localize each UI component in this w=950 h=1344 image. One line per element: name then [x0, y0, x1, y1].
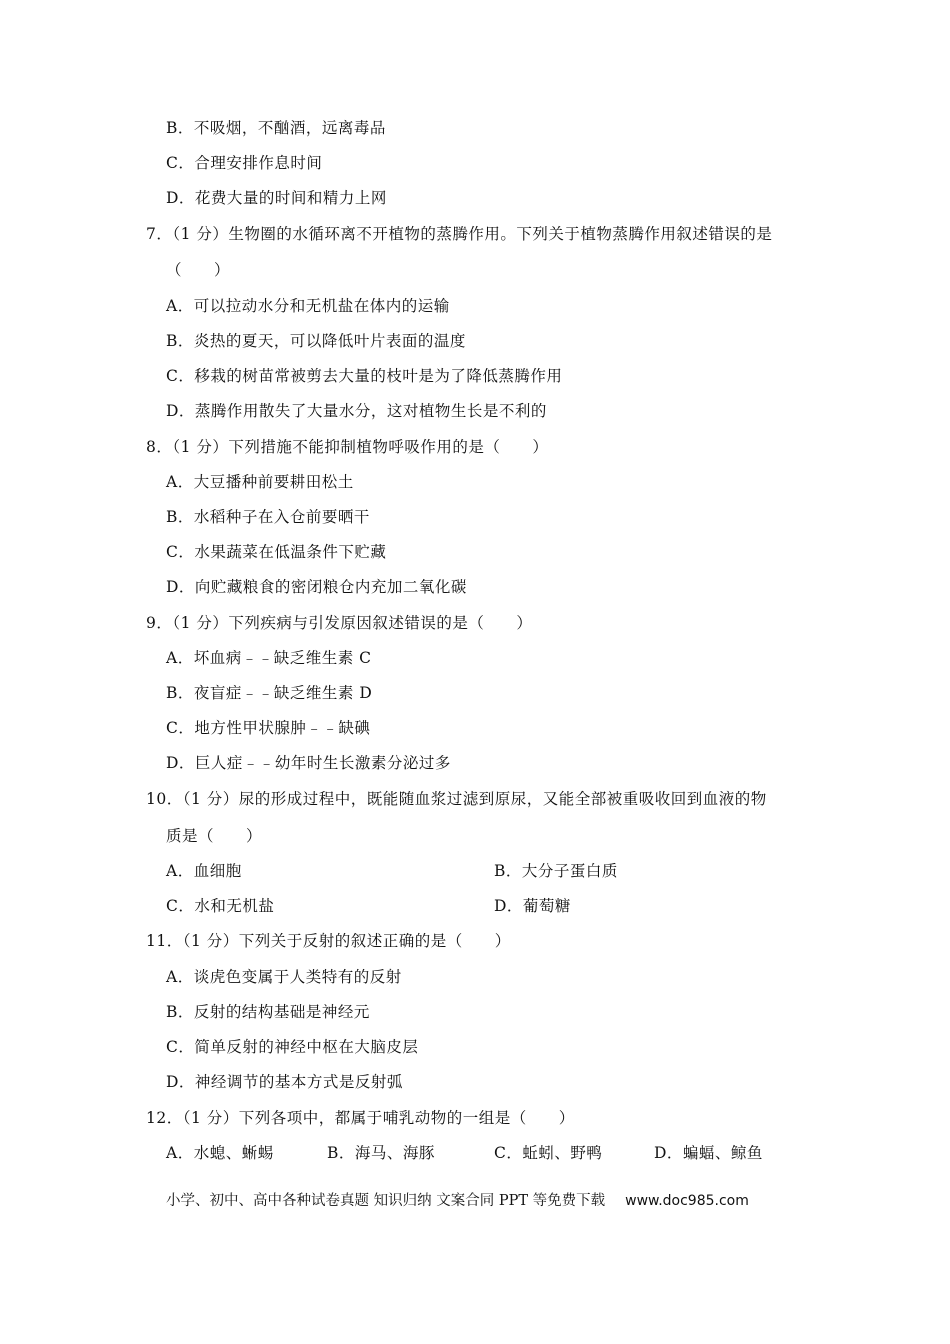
q11-option-a: A．谈虎色变属于人类特有的反射 — [166, 968, 402, 986]
q9-stem: 9．（1 分）下列疾病与引发原因叙述错误的是（ ） — [146, 614, 533, 632]
q11-option-b: B．反射的结构基础是神经元 — [166, 1003, 370, 1021]
footer-url-link[interactable]: www.doc985.com — [625, 1193, 749, 1209]
q9-option-c: C．地方性甲状腺肿﹣﹣缺碘 — [166, 719, 371, 737]
q8-stem: 8．（1 分）下列措施不能抑制植物呼吸作用的是（ ） — [146, 438, 549, 456]
q8-option-c: C．水果蔬菜在低温条件下贮藏 — [166, 543, 387, 561]
q10-option-b: B．大分子蛋白质 — [494, 862, 618, 880]
q11-option-c: C．简单反射的神经中枢在大脑皮层 — [166, 1038, 419, 1056]
q9-option-a: A．坏血病﹣﹣缺乏维生素 C — [166, 649, 372, 667]
q12-option-d: D．蝙蝠、鲸鱼 — [654, 1144, 763, 1162]
q6-option-c: C．合理安排作息时间 — [166, 154, 323, 172]
q12-option-c: C．蚯蚓、野鸭 — [494, 1144, 603, 1162]
q10-stem: 10．（1 分）尿的形成过程中，既能随血浆过滤到原尿，又能全部被重吸收回到血液的物 — [146, 790, 767, 808]
q10-option-a: A．血细胞 — [166, 862, 242, 880]
q12-option-a: A．水螅、蜥蜴 — [166, 1144, 274, 1162]
q10-option-d: D．葡萄糖 — [494, 897, 571, 915]
q7-option-c: C．移栽的树苗常被剪去大量的枝叶是为了降低蒸腾作用 — [166, 367, 563, 385]
q8-option-a: A．大豆播种前要耕田松土 — [166, 473, 354, 491]
q6-option-d: D．花费大量的时间和精力上网 — [166, 189, 387, 207]
q6-option-b: B．不吸烟，不酗酒，远离毒品 — [166, 119, 386, 137]
q7-option-d: D．蒸腾作用散失了大量水分，这对植物生长是不利的 — [166, 402, 547, 420]
q9-option-d: D．巨人症﹣﹣幼年时生长激素分泌过多 — [166, 754, 451, 772]
q12-stem: 12．（1 分）下列各项中，都属于哺乳动物的一组是（ ） — [146, 1109, 575, 1127]
q12-options-row — [166, 1142, 866, 1164]
q11-option-d: D．神经调节的基本方式是反射弧 — [166, 1073, 403, 1091]
q9-option-b: B．夜盲症﹣﹣缺乏维生素 D — [166, 684, 373, 702]
q8-option-b: B．水稻种子在入仓前要晒干 — [166, 508, 370, 526]
footer-text: 小学、初中、高中各种试卷真题 知识归纳 文案合同 PPT 等免费下载 — [166, 1193, 606, 1209]
q7-option-b: B．炎热的夏天，可以降低叶片表面的温度 — [166, 332, 466, 350]
page-footer — [166, 1190, 749, 1212]
q11-stem: 11．（1 分）下列关于反射的叙述正确的是（ ） — [146, 932, 511, 950]
q7-stem: 7．（1 分）生物圈的水循环离不开植物的蒸腾作用。下列关于植物蒸腾作用叙述错误的是 — [146, 225, 773, 243]
q7-option-a: A．可以拉动水分和无机盐在体内的运输 — [166, 297, 450, 315]
q12-option-b: B．海马、海豚 — [327, 1144, 435, 1162]
q10-stem-cont: 质是（ ） — [166, 827, 263, 845]
q10-option-c: C．水和无机盐 — [166, 897, 275, 915]
q8-option-d: D．向贮藏粮食的密闭粮仓内充加二氧化碳 — [166, 578, 467, 596]
q7-stem-cont: （ ） — [166, 261, 231, 279]
